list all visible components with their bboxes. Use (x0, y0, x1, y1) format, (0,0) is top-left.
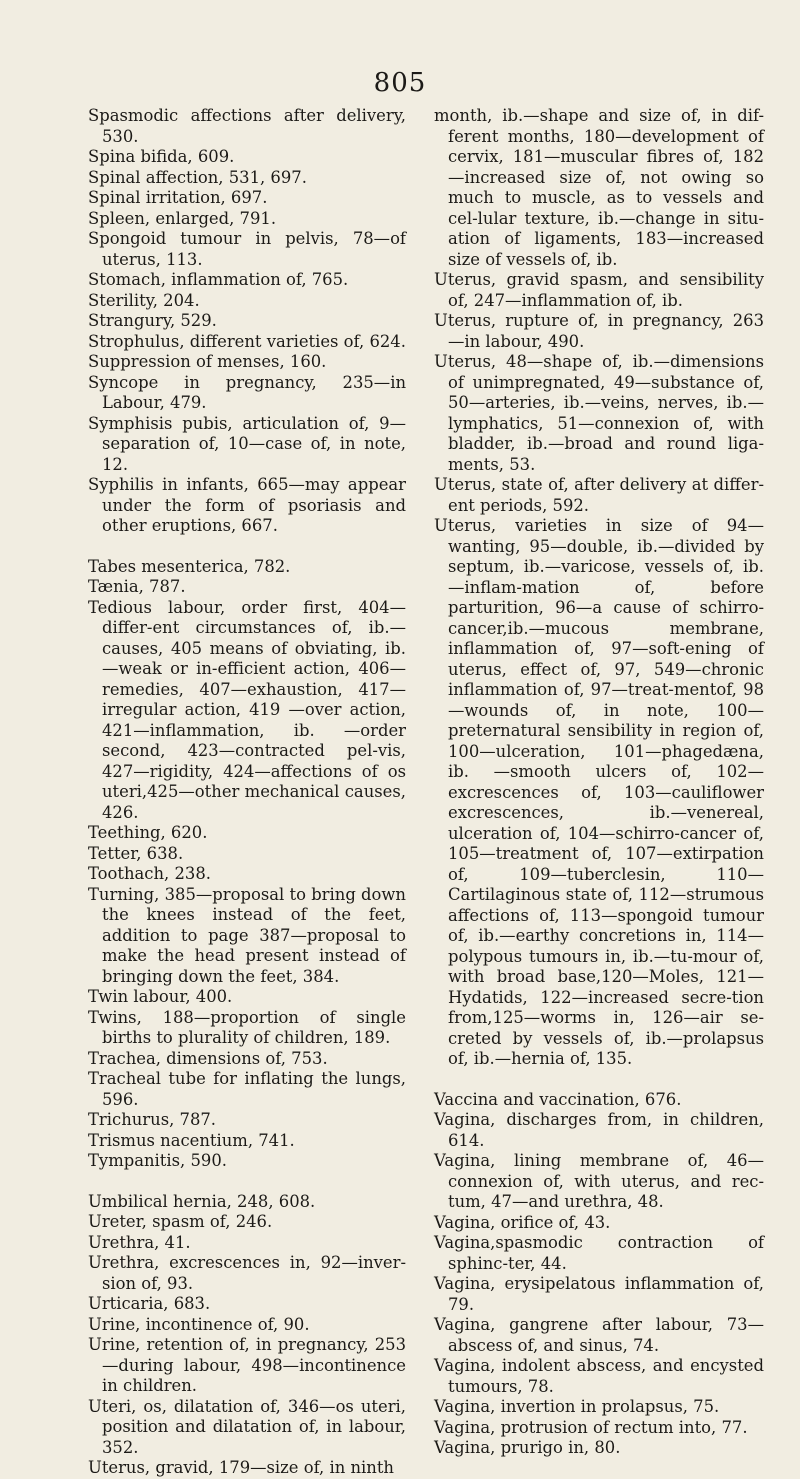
index-entry: Vagina, gangrene after labour, 73—abscess of, and sinus, 74. (434, 1315, 764, 1355)
index-entry: Tænia, 787. (88, 577, 186, 596)
index-entry: Uterus, rupture of, in pregnancy, 263 —in labour, 490. (434, 311, 764, 351)
index-entry: Stomach, inflammation of, 765. (88, 270, 349, 289)
index-entry: Strophulus, different varieties of, 624. (88, 331, 406, 351)
page-number: 805 (373, 68, 427, 98)
index-entry: Syphilis in infants, 665—may appear under the form of psoriasis and other eruptions, 667. (88, 475, 406, 535)
index-entry: Vaccina and vaccination, 676. (434, 1089, 682, 1109)
index-entry: Vagina, indolent abscess, and encysted tumours, 78. (434, 1356, 764, 1396)
index-entry: Toothach, 238. (88, 864, 211, 883)
right-column (434, 106, 764, 1459)
index-entry: Uterus, gravid spasm, and sensibility of, 247—inflammation of, ib. (434, 270, 764, 310)
index-entry: Tracheal tube for inflating the lungs, 596. (88, 1069, 406, 1109)
index-entry: Turning, 385—proposal to bring down the knees instead of the feet, addition to page 387—proposal to make the head present instead of bringing down the feet, 384. (88, 884, 406, 986)
index-entry: Twin labour, 400. (88, 987, 233, 1006)
index-entry: Uteri, os, dilatation of, 346—os uteri, position and dilatation of, in labour, 352. (88, 1396, 406, 1457)
index-entry: Urine, retention of, in pregnancy, 253 —during labour, 498—incontinence in children. (88, 1335, 406, 1395)
index-entry: Uterus, state of, after delivery at differ-ent periods, 592. (434, 475, 764, 515)
index-entry: Spasmodic affections after delivery, 530. (88, 106, 406, 146)
index-entry: Urethra, 41. (88, 1232, 191, 1252)
index-entry: Urine, incontinence of, 90. (88, 1314, 310, 1334)
index-entry: Spinal irritation, 697. (88, 188, 268, 207)
index-entry: Tabes mesenterica, 782. (88, 556, 291, 576)
index-entry: month, ib.—shape and size of, in dif-ferent months, 180—development of cervix, 181—muscular fibres of, 182 —increased size of, not owing so much to muscle, as to vessels and cel-lular texture, ib.—change in situ-ation of ligaments, 183—increased size of vessels of, ib. (434, 106, 764, 269)
index-entry: Spinal affection, 531, 697. (88, 167, 307, 187)
section-gap (88, 537, 406, 557)
index-entry: Strangury, 529. (88, 311, 217, 330)
index-entry: Umbilical hernia, 248, 608. (88, 1191, 316, 1211)
index-entry: Spina bifida, 609. (88, 147, 235, 166)
index-entry: Trichurus, 787. (88, 1110, 217, 1129)
index-entry: Trismus nacentium, 741. (88, 1130, 295, 1150)
index-entry: Spleen, enlarged, 791. (88, 208, 277, 228)
index-entry: Ureter, spasm of, 246. (88, 1212, 273, 1231)
section-gap (88, 1172, 406, 1192)
index-entry: Tympanitis, 590. (88, 1151, 227, 1170)
index-entry: Vagina, lining membrane of, 46—connexion of, with uterus, and rec-tum, 47—and urethra, 48. (434, 1151, 764, 1211)
index-entry: Urticaria, 683. (88, 1294, 211, 1313)
index-entry: Spongoid tumour in pelvis, 78—of uterus, 113. (88, 229, 406, 269)
index-entry: Teething, 620. (88, 823, 208, 842)
index-entry: Vagina, orifice of, 43. (434, 1212, 611, 1232)
section-gap (434, 1070, 764, 1090)
index-entry: Vagina,spasmodic contraction of sphinc-ter, 44. (434, 1233, 764, 1273)
index-entry: Urethra, excrescences in, 92—inver-sion of, 93. (88, 1253, 406, 1293)
index-entry: Vagina, discharges from, in children, 614. (434, 1110, 764, 1150)
index-entry: Suppression of menses, 160. (88, 352, 327, 371)
index-entry: Vagina, invertion in prolapsus, 75. (434, 1397, 720, 1416)
index-entry: Symphisis pubis, articulation of, 9—separation of, 10—case of, in note, 12. (88, 413, 406, 474)
index-entry: Vagina, erysipelatous inflammation of, 79. (434, 1274, 764, 1314)
index-entry: Trachea, dimensions of, 753. (88, 1048, 328, 1068)
index-entry: Tetter, 638. (88, 843, 184, 863)
index-entry: Uterus, gravid, 179—size of, in ninth (88, 1458, 394, 1477)
index-entry: Sterility, 204. (88, 290, 200, 310)
index-entry: Vagina, protrusion of rectum into, 77. (434, 1417, 748, 1437)
index-entry: Uterus, 48—shape of, ib.—dimensions of unimpregnated, 49—substance of, 50—arteries, ib.—veins, nerves, ib.—lymphatics, 51—connexion of, with bladder, ib.—broad and round liga-ments, 53. (434, 352, 764, 474)
index-entry: Twins, 188—proportion of single births to plurality of children, 189. (88, 1007, 406, 1047)
index-entry: Tedious labour, order first, 404—differ-ent circumstances of, ib.—causes, 405 means of obviating, ib.—weak or in-efficient action, 406—remedies, 407—exhaustion, 417—irregular action, 419 —over action, 421—inflammation, ib. —order second, 423—contracted pel-vis, 427—rigidity, 424—affections of os uteri,425—other mechanical causes, 426. (88, 597, 406, 822)
index-entry: Uterus, varieties in size of 94—wanting, 95—double, ib.—divided by septum, ib.—varicose, vessels of, ib.—inflam-mation of, before parturition, 96—a cause of schirro-cancer,ib.—mucous membrane, inflammation of, 97—soft-ening of uterus, effect of, 97, 549—chronic inflammation of, 97—treat-mentof, 98—wounds of, in note, 100—preternatural sensibility in region of, 100—ulceration, 101—phagedæna, ib. —smooth ulcers of, 102—excrescences of, 103—cauliflower excrescences, ib.—venereal, ulceration of, 104—schirro-cancer of, 105—treatment of, 107—extirpation of, 109—tuberclesin, 110—Cartilaginous state of, 112—strumous affections of, 113—spongoid tumour of, ib.—earthy concretions in, 114—polypous tumours in, ib.—tu-mour of, with broad base,120—Moles, 121—Hydatids, 122—increased secre-tion from,125—worms in, 126—air se-creted by vessels of, ib.—prolapsus of, ib.—hernia of, 135. (434, 516, 764, 1068)
index-entry: Syncope in pregnancy, 235—in Labour, 479. (88, 372, 406, 412)
left-column (88, 106, 406, 1479)
index-entry: Vagina, prurigo in, 80. (434, 1438, 621, 1457)
